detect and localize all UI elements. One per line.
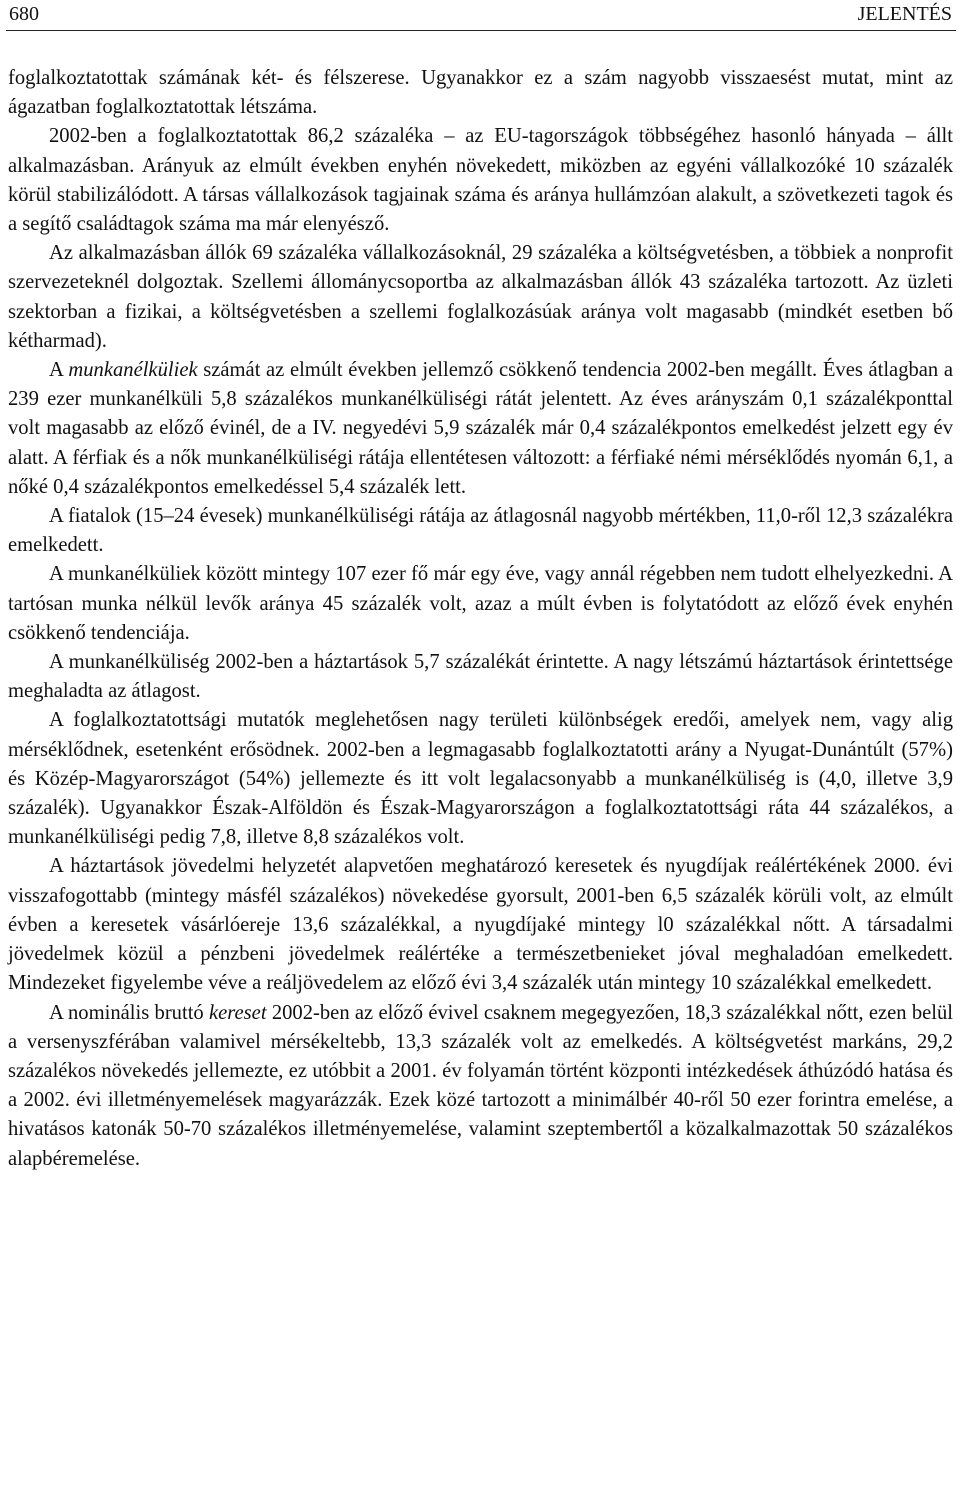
paragraph bbox=[8, 64, 953, 122]
paragraph-text: 2002-ben a foglalkoztatottak 86,2 százaléka – az EU-tagországok többségéhez hasonló hányada – állt alkalmazásban. Arányuk az elmúlt években enyhén növekedett, miközben az egyéni vállalkozóké 10 százalék körül stabilizálódott. A társas vállalkozások tagjainak száma és aránya hullámzóan alakult, a szövetkezeti tagok és a segítő családtagok száma ma már elenyésző. bbox=[8, 125, 953, 236]
page-number: 680 bbox=[9, 3, 39, 25]
paragraph-text: 2002-ben az előző évivel csaknem megegyezően, 18,3 százalékkal nőtt, ezen belül a versenyszférában valamivel mérsékeltebb, 13,3 százalék volt az emelkedés. A költségvetést markáns, 29,2 százalékos növekedés jellemezte, ez utóbbit a 2001. év folyamán történt központi intézkedések áthúzódó hatása és a 2002. évi illetményemelések magyarázzák. Ezek közé tartozott a minimálbér 40-ről 50 ezer forintra emelése, a hivatásos katonák 50-70 százalékos illetményemelése, valamint szeptembertől a közalkalmazottak 50 százalékos alapbéremelése. bbox=[8, 1001, 953, 1170]
paragraph-text: A nominális bruttó bbox=[49, 1001, 209, 1024]
paragraph-text: A munkanélküliek között mintegy 107 ezer fő már egy éve, vagy annál régebben nem tudott elhelyezkedni. A tartósan munka nélkül levők aránya 45 százalék volt, azaz a múlt évben is folytatódott az előző évek enyhén csökkenő tendenciája. bbox=[8, 563, 953, 644]
paragraph-text: Az alkalmazásban állók 69 százaléka vállalkozásoknál, 29 százaléka a költségvetésben, a többiek a nonprofit szervezeteknél dolgoztak. Szellemi állománycsoportba az alkalmazásban állók 43 százaléka tartozott. Az üzleti szektorban a fizikai, a költségvetésben a szellemi foglalkozásúak aránya volt magasabb (mindkét esetben bő kétharmad). bbox=[8, 242, 953, 352]
paragraph-text: A fiatalok (15–24 évesek) munkanélküliségi rátája az átlagosnál nagyobb mértékben, 11,0-ről 12,3 százalékra emelkedett. bbox=[8, 505, 953, 557]
emphasized-term: kereset bbox=[209, 1001, 267, 1024]
paragraph-text: foglalkoztatottak számának két- és félszerese. Ugyanakkor ez a szám nagyobb visszaesést mutat, mint az ágazatban foglalkoztatottak létszáma. bbox=[8, 67, 953, 119]
paragraph bbox=[8, 239, 953, 356]
paragraph bbox=[8, 706, 953, 852]
paragraph-text: számát az elmúlt években jellemző csökkenő tendencia 2002-ben megállt. Éves átlagban a 239 ezer munkanélküli 5,8 százalékos munkanélküliségi rátát jelentett. Az éves arányszám 0,1 százalékponttal volt magasabb az előző évinél, de a IV. negyedévi 5,9 százalék már 0,4 százalékpontos emelkedést jelzett egy év alatt. A férfiak és a nők munkanélküliségi rátája ellentétesen változott: a férfiaké némi mérséklődés nyomán 6,1, a nőké 0,4 százalékpontos emelkedéssel 5,4 százalék lett. bbox=[8, 359, 953, 498]
running-header bbox=[9, 2, 952, 28]
paragraph-text: A munkanélküliség 2002-ben a háztartások 5,7 százalékát érintette. A nagy létszámú háztartások érintettsége meghaladta az átlagost. bbox=[8, 651, 953, 703]
running-title: JELENTÉS bbox=[857, 3, 952, 25]
paragraph bbox=[8, 560, 953, 648]
emphasized-term: munkanélküliek bbox=[68, 359, 198, 382]
paragraph bbox=[8, 999, 953, 1174]
paragraph bbox=[8, 648, 953, 706]
paragraph bbox=[8, 502, 953, 560]
paragraph-text: A háztartások jövedelmi helyzetét alapvetően meghatározó keresetek és nyugdíjak reálértékének 2000. évi visszafogottabb (mintegy másfél százalékos) növekedése gyorsult, 2001-ben 6,5 százalék körüli volt, az elmúlt évben a keresetek vásárlóereje 13,6 százalékkal, a nyugdíjaké mintegy l0 százalékkal nőtt. A társadalmi jövedelmek közül a pénzbeni jövedelmek reálértéke a természetbenieket jóval meghaladóan emelkedett. Mindezeket figyelembe véve a reáljövedelem az előző évi 3,4 százalék után mintegy 10 százalékkal emelkedett. bbox=[8, 855, 953, 995]
paragraph bbox=[8, 356, 953, 502]
header-rule bbox=[6, 30, 956, 31]
body-text bbox=[8, 64, 953, 1174]
paragraph-text: A bbox=[49, 359, 69, 382]
paragraph-text: A foglalkoztatottsági mutatók meglehetősen nagy területi különbségek eredői, amelyek nem, vagy alig mérséklődnek, esetenként erősödnek. 2002-ben a legmagasabb foglalkoztatotti arány a Nyugat-Dunántúlt (57%) és Közép-Magyarországot (54%) jellemezte és itt volt legalacsonyabb a munkanélküliség is (4,0, illetve 3,9 százalék). Ugyanakkor Észak-Alföldön és Észak-Magyarországon a foglalkoztatottsági ráta 44 százalékos, a munkanélküliségi pedig 7,8, illetve 8,8 százalékos volt. bbox=[8, 709, 953, 849]
paragraph bbox=[8, 852, 953, 998]
paragraph bbox=[8, 122, 953, 239]
